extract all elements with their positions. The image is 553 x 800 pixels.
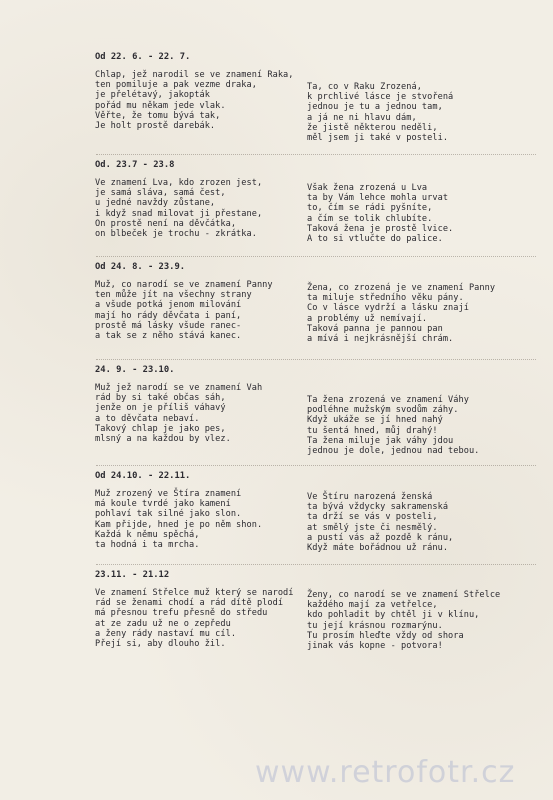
- section-heading: Od 24.10. - 22.11.: [95, 471, 191, 481]
- verse-line: Ve znamení Střelce muž který se narodí: [95, 588, 294, 598]
- verse-line: A to si vtlučte do palice.: [307, 234, 443, 245]
- verse-line: Takový chlap je jako pes,: [95, 423, 226, 434]
- verse-line: Taková žena je prostě lvice.: [307, 223, 454, 234]
- female-verse: [307, 183, 547, 244]
- watermark: www.retrofotr.cz: [255, 755, 516, 790]
- verse-line: at smělý jste či nesmělý.: [307, 522, 438, 533]
- verse-line: mlsný a na každou by vlez.: [95, 434, 231, 445]
- verse-line: jednou je dole, jednou nad tebou.: [307, 446, 480, 457]
- verse-line: Kam přijde, hned je po něm shon.: [95, 519, 263, 530]
- verse-line: a ženy rády nastaví mu cíl.: [95, 628, 237, 639]
- verse-line: Každá k němu spěchá,: [95, 529, 200, 540]
- verse-line: i když snad milovat ji přestane,: [95, 208, 263, 219]
- verse-line: Muž zrozený ve Štíra znamení: [95, 489, 242, 499]
- verse-line: at ze zadu už ne o zepředu: [95, 618, 231, 629]
- verse-line: a mívá i nejkrásnější chrám.: [307, 334, 454, 345]
- verse-line: jinak vás kopne - potvora!: [307, 641, 443, 652]
- verse-line: jenže on je příliš váhavý: [95, 403, 226, 414]
- verse-line: prostě má lásky všude ranec-: [95, 320, 242, 331]
- verse-line: Ta žena miluje jak váhy jdou: [307, 435, 454, 446]
- verse-line: tu šentá hned, můj drahý!: [307, 425, 438, 436]
- section-divider: [96, 465, 536, 466]
- section-heading: Od 22. 6. - 22. 7.: [95, 52, 191, 62]
- female-verse: [307, 395, 547, 456]
- section-divider: [96, 359, 536, 360]
- verse-line: že jistě některou neděli,: [307, 122, 438, 133]
- verse-line: jednou je tu a jednou tam,: [307, 102, 443, 113]
- verse-line: Když ukáže se jí hned nahý: [307, 415, 443, 426]
- verse-line: a to děvčata nebaví.: [95, 413, 200, 424]
- verse-line: Taková panna je pannou pan: [307, 323, 443, 334]
- male-verse: [95, 588, 310, 649]
- verse-line: to, čím se rádi pyšníte,: [307, 203, 433, 214]
- section-heading: 23.11. - 21.12: [95, 570, 170, 580]
- verse-line: ta bývá vždycky sakramenská: [307, 502, 449, 513]
- section-divider: [96, 256, 536, 257]
- female-verse: [307, 492, 547, 553]
- verse-line: ta by Vám lehce mohla urvat: [307, 193, 449, 204]
- verse-line: Muž jež narodí se ve znamení Vah: [95, 383, 263, 393]
- verse-line: u jedné navždy zůstane,: [95, 198, 216, 209]
- section-divider: [96, 154, 536, 155]
- verse-line: Věřte, že tomu bývá tak,: [95, 110, 221, 121]
- verse-line: podléhne mužským svodům záhy.: [307, 405, 459, 416]
- verse-line: každého mají za vetřelce,: [307, 600, 438, 611]
- male-verse: [95, 489, 310, 550]
- verse-line: má koule tvrdé jako kamení: [95, 499, 231, 510]
- verse-line: ta drží se vás v posteli,: [307, 512, 438, 523]
- verse-line: rád by si také občas sáh,: [95, 393, 226, 404]
- verse-line: pořád mu někam jede vlak.: [95, 100, 226, 111]
- male-verse: [95, 70, 310, 131]
- verse-line: k prchlivé lásce je stvořená: [307, 92, 454, 103]
- verse-line: má přesnou trefu přesně do středu: [95, 608, 268, 619]
- verse-line: mají ho rády děvčata i paní,: [95, 310, 242, 321]
- verse-line: Chlap, jež narodil se ve znamení Raka,: [95, 70, 294, 80]
- verse-line: Muž, co narodí se ve znamení Panny: [95, 280, 273, 290]
- verse-line: a tak se z něho stává kanec.: [95, 331, 242, 342]
- verse-line: je samá sláva, samá čest,: [95, 188, 226, 199]
- verse-line: Ve znamení Lva, kdo zrozen jest,: [95, 178, 263, 188]
- verse-line: On prostě není na děvčátka,: [95, 218, 237, 229]
- verse-line: tu její krásnou rozmarýnu.: [307, 620, 443, 631]
- verse-line: je přelétavý, jakopták: [95, 90, 210, 101]
- section-divider: [96, 564, 536, 565]
- verse-line: Žena, co zrozená je ve znamení Panny: [307, 283, 496, 293]
- verse-line: měl jsem ji také v posteli.: [307, 133, 449, 144]
- section-heading: Od 24. 8. - 23.9.: [95, 262, 186, 272]
- female-verse: [307, 82, 547, 143]
- section-heading: Od. 23.7 - 23.8: [95, 160, 175, 170]
- verse-line: Tu prosím hleďte vždy od shora: [307, 630, 464, 641]
- section-heading: 24. 9. - 23.10.: [95, 365, 175, 375]
- verse-line: Přejí si, aby dlouho žil.: [95, 639, 226, 650]
- verse-line: Však žena zrozená u Lva: [307, 183, 428, 193]
- verse-line: a problémy už nemívají.: [307, 313, 428, 324]
- verse-line: ta miluje středního věku pány.: [307, 293, 464, 304]
- verse-line: Ta žena zrozená ve znamení Váhy: [307, 395, 469, 405]
- verse-line: Ta, co v Raku Zrozená,: [307, 82, 422, 92]
- male-verse: [95, 280, 310, 341]
- verse-line: a čím se tolik chlubíte.: [307, 213, 433, 224]
- verse-line: a všude potká jenom milování: [95, 300, 242, 311]
- verse-line: ten může jít na všechny strany: [95, 290, 252, 301]
- female-verse: [307, 283, 547, 344]
- verse-line: on blbeček je trochu - zkrátka.: [95, 229, 257, 240]
- verse-line: Ve Štíru narozená ženská: [307, 492, 433, 502]
- female-verse: [307, 590, 547, 651]
- verse-line: ta hodná i ta mrcha.: [95, 540, 200, 551]
- verse-line: rád se ženami chodí a rád dítě plodí: [95, 598, 284, 609]
- verse-line: ten pomiluje a pak vezme draka,: [95, 80, 257, 91]
- verse-line: Když máte bořádnou už ránu.: [307, 543, 449, 554]
- verse-line: Je holt prostě darebák.: [95, 121, 216, 132]
- verse-line: Ženy, co narodí se ve znamení Střelce: [307, 590, 501, 600]
- verse-line: a já ne ni hlavu dám,: [307, 112, 417, 123]
- verse-line: kdo pohladit by chtěl ji v klínu,: [307, 610, 480, 621]
- male-verse: [95, 383, 310, 444]
- verse-line: Co v lásce vydrží a lásku znají: [307, 303, 469, 314]
- male-verse: [95, 178, 310, 239]
- verse-line: a pustí vás až pozdě k ránu,: [307, 532, 454, 543]
- verse-line: pohlaví tak silné jako slon.: [95, 509, 242, 520]
